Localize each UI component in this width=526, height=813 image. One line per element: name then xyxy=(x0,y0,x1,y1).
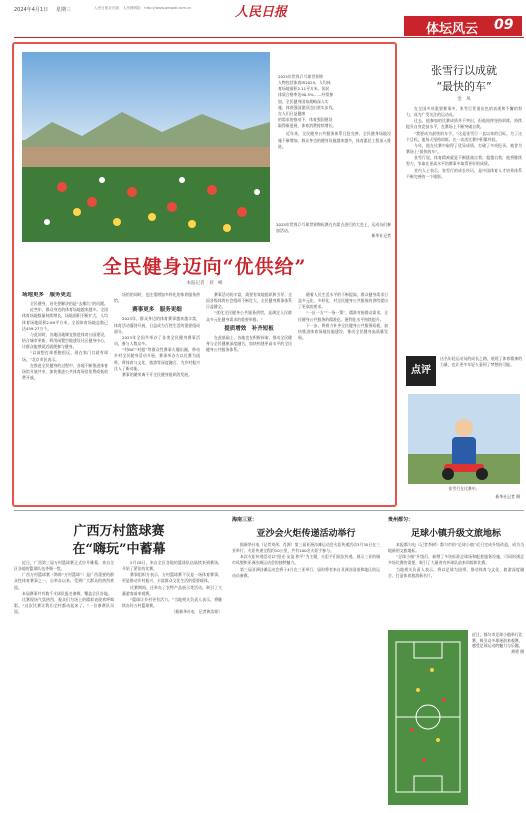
lead-paragraph: 下一步，将着力补齐全民健身公共服务短板，加快推进体育场地设施建设，推动全民健身高质量发展。 xyxy=(298,322,388,341)
lead-paragraph: 赛事的繁荣离不开全民健身组织的发展。 xyxy=(122,371,193,377)
football-title: 足球小镇升级文旅地标 xyxy=(410,529,501,539)
masthead-rule xyxy=(14,37,524,38)
photo-caption-text: 2025年世界乒乓球世界锦标赛在内蒙古进行的大会上，运动员们参加活动。 xyxy=(276,222,391,233)
lead-col-4 xyxy=(298,292,388,502)
lead-paragraph: 近些年，群众身边的体育场地越来越多。全国体育场地数量持续增长，场地面积不断扩大，人均体育场地面积2.89平方米，全国体育场地总数已达459.27万个。 xyxy=(22,307,108,331)
football-paragraph: “足球小镇”升级后，新增了多块标准足球场和配套服务设施，可同时满足多场比赛的需要，吸引了大量省内外球队前来训练和比赛。 xyxy=(388,554,524,566)
right-title-1: 张雪行以成就 xyxy=(431,64,497,77)
right-paragraph: 今年，他在比赛中取得了优异成绩，打破了多项纪录，被誉为赛场上“最快的车”。 xyxy=(406,142,522,155)
newspaper-logo: 人民日报 xyxy=(235,5,288,20)
subhead-events: 赛事更多 服务更细 xyxy=(132,307,182,314)
intro-line: 在人们日益健康 xyxy=(278,110,306,116)
lead-paragraph: 场馆的同时，也注重增加多样化的体育服务供给。 xyxy=(114,292,200,304)
lead-paragraph: “以前想打球要跑很远，现在家门口就有球场。”北京市民表示。 xyxy=(22,350,108,362)
basketball-story xyxy=(14,514,224,809)
torch-source: 海南三亚： xyxy=(232,517,258,523)
lead-headline: 全民健身迈向“优供给” xyxy=(102,256,307,278)
torch-body xyxy=(232,542,380,732)
right-paragraph: “我要成为最快的车手。”这是张雪行一直以来的目标。为了这个目标，他每天坚持训练，在一次次比赛中积累经验。 xyxy=(406,130,522,142)
lead-paragraph: 在推进全民健身的过程中，各地不断推进体育场馆开放共享，加快推进公共体育场馆免费或低收费开放。 xyxy=(22,362,108,381)
football-photo-credit: 黄勇 摄 xyxy=(511,648,524,654)
issue-date: 2024年4月1日 xyxy=(14,7,49,13)
lead-paragraph: “优化全民健身公共服务供给，是满足人民群众多元化健身需求的重要举措。” xyxy=(206,310,292,322)
football-town-story xyxy=(388,514,524,809)
intro-line: 加，全民健身国家战略深入实 xyxy=(278,98,329,104)
right-paragraph: 业内人士表示，张雪行的成长经历，是中国体育人才培养体系不断完善的一个缩影。 xyxy=(406,167,522,179)
intro-line: 取得新进展，体育消费持续增长。 xyxy=(278,123,337,129)
football-source: 贵州都匀： xyxy=(388,517,414,523)
subhead-quality: 提质增效 补齐短板 xyxy=(224,325,274,332)
intro-line: 的需求的推动下，体育强国建设 xyxy=(278,117,333,123)
torch-paragraph: 第三届亚洲沙滩运动会将于4月在三亚举行，届时将有来自亚洲各国家和地区的运动员参赛。 xyxy=(232,566,380,578)
issue-weekday: 星期三 xyxy=(56,7,72,13)
right-body xyxy=(406,106,522,351)
lead-intro xyxy=(278,74,391,214)
basketball-col-2 xyxy=(122,560,222,805)
bottom-divider xyxy=(14,510,524,511)
lead-photo xyxy=(22,52,270,242)
torch-paragraph: 据新华社电（记者刘伟、肖源）第三届亚洲沙滩运动会火炬传递活动3月30日在三亚举行，火炬传递全程约10公里，共有100名火炬手参与。 xyxy=(232,542,380,554)
basketball-paragraph: 赛事组织方表示，万村篮球赛不仅是一场体育赛事，更是推动乡村振兴、丰富群众文化生活的重要载体。 xyxy=(122,572,222,584)
right-byline: 金 凤 xyxy=(457,97,471,102)
right-photo-credit: 新华社记者 摄 xyxy=(495,494,520,499)
torch-paragraph: 本次火炬传递活动以“阳光·友谊·和平”为主题，火炬手们依次传递，展示三亚的城市风貌和亚洲沙滩运动会的独特魅力。 xyxy=(232,554,380,566)
intro-line: 2025年世界乒乓球世界锦 xyxy=(278,74,323,79)
football-photo xyxy=(388,630,468,805)
lead-byline: 本报记者 刘 峰 xyxy=(186,281,223,286)
right-title-2: “最快的车” xyxy=(436,80,492,93)
right-photo xyxy=(408,394,520,484)
lead-paragraph: 2023年，群众身边的体育赛事越来越丰富，体育活动蓬勃开展，日益成为百姓生活的重要组成部分。 xyxy=(114,316,200,334)
basketball-paragraph: “篮球让乡村更有活力。”当地相关负责人表示，将继续办好万村篮球赛。 xyxy=(122,596,222,609)
page-number: 09 xyxy=(494,17,514,33)
football-paragraph: 本报都匀电（记者李树）都匀市的“足球小镇”近日完成升级改造，成为当地新的文旅地标。 xyxy=(388,542,524,554)
commentary-label-text: 点评 xyxy=(411,365,431,376)
lead-paragraph: 与此同时，各地因地制宜推进体育公园建设，结合城市更新，利用闲置空地建设社区健身中心，让群众能够就近就便参与健身。 xyxy=(22,331,108,350)
basketball-paragraph: 广西万村篮球赛（简称“万村篮球”）是广西重要的群众性体育赛事之一，自举办以来，受到广大群众的热烈欢迎。 xyxy=(14,572,114,590)
intro-line: 体质合格率达90.5%……经常参 xyxy=(278,92,334,98)
intro-line: 育场地面积2.11平方米，国民 xyxy=(278,86,330,92)
lead-paragraph: “一区一方”“一场一策”，精准对接群众需求，全民健身公共服务的精准化、便利化水平持续提升。 xyxy=(298,310,388,322)
commentary-text: 这名年轻运动员的成长之路，展现了体育精神的力量，也让更多年轻人看到了梦想的可能。 xyxy=(440,356,522,368)
lead-col-3 xyxy=(206,292,292,502)
commentary-label xyxy=(406,356,436,386)
photo-credit: 新华社记者 xyxy=(371,233,391,239)
lead-col-1 xyxy=(22,292,108,502)
basketball-title-2: 在“嗨玩”中蓄幕 xyxy=(72,542,166,557)
basketball-title-1: 广西万村篮球赛 xyxy=(73,524,165,539)
torch-relay-story xyxy=(232,514,380,809)
lead-paragraph: 在此基础上，各地也在积极探索，推动全民健身与全民健康深度融合，加快构建更高水平的全民健身公共服务体系。 xyxy=(206,334,292,353)
basketball-paragraph: 本届赛事共有数千支球队报名参赛，覆盖全区各地。 xyxy=(22,590,112,596)
right-column-story xyxy=(404,44,524,509)
section-title: 体坛风云 xyxy=(426,22,479,37)
intro-line: 施，体育强国建设迈出坚实步伐。 xyxy=(278,104,337,110)
section-banner xyxy=(404,16,522,36)
basketball-paragraph: 比赛期间，还举办了农特产品展示等活动，吸引了大量游客前来观赛。 xyxy=(122,584,222,596)
intro-line: 人物包括体育IR2025，人均体 xyxy=(278,80,331,86)
intro-paragraph: 近年来，全民健身公共服务体系日趋完善，全民健身场地设施不断增加，群众身边的健身设施越来越多，体育惠民工程深入推进。 xyxy=(278,131,391,149)
right-photo-caption: 张雪行在比赛中。 xyxy=(448,486,480,491)
lead-story[interactable] xyxy=(12,42,397,507)
torch-title: 亚沙会火炬传递活动举行 xyxy=(256,529,356,539)
football-paragraph: 当地相关负责人表示，将以足球为纽带，推动体育与文化、旅游深度融合，打造体育旅游新名片。 xyxy=(388,566,524,578)
basketball-paragraph: 比赛现场气氛热烈，观众们为场上的精彩表现欢呼喝彩。“这次比赛让我们全村都动起来了。”一位参赛队员说。 xyxy=(14,596,114,615)
football-caption-text: 近日，都匀市足球小镇举行比赛，吸引众多球迷前来观赛，感受足球运动的魅力与乐趣。 xyxy=(472,632,523,649)
basketball-paragraph: （据新华社电 记者黄浩铭） xyxy=(171,609,222,615)
right-paragraph: 在全国多项重要赛事中，张雪行凭借出色的表现和不懈的努力，成为广受关注的运动员。 xyxy=(406,106,522,118)
subhead-fields: 场地更多 服务更近 xyxy=(22,292,72,298)
football-photo-caption xyxy=(472,632,524,654)
lead-paragraph: 全民健身，首先要解决的是“去哪儿”的问题。 xyxy=(30,301,108,307)
lead-photo-caption xyxy=(276,222,391,239)
masthead-notes: 人民日报社出版 人民网网址：http://www.people.com.cn xyxy=(94,6,192,10)
basketball-paragraph: 近日，广西第三届万村篮球赛正式拉开帷幕，来自全区各地的篮球队伍齐聚一堂。 xyxy=(14,560,114,572)
lead-paragraph: 随着人民生活水平的不断提高，群众健身需求日益多元化、多样化，对全民健身公共服务的供给提出了更高的要求。 xyxy=(298,292,388,310)
masthead xyxy=(0,0,526,44)
basketball-paragraph: 2月18日，来自全区各地的篮球队伍陆续来到赛场，开始了紧张的比赛。 xyxy=(122,560,222,572)
football-body xyxy=(388,542,524,624)
lead-paragraph: 赛事活动的丰富，需要有效地组织和引导。全国各级体育社会组织不断壮大，全民健身赛事体系日益健全。 xyxy=(206,292,292,310)
lead-paragraph: “村BA”“村超”等群众性赛事火爆出圈，带动乡村全民健身活动开展，赛事举办方以比赛为纽带，将体育与文化、旅游等深度融合，为乡村振兴注入了新动能。 xyxy=(114,347,200,371)
commentary-box xyxy=(406,354,522,390)
stadium-crowd-illustration xyxy=(22,52,270,242)
lead-col-2 xyxy=(114,292,200,502)
racer-illustration xyxy=(408,394,520,484)
right-paragraph: 张雪行说，体育精神就是不断挑战自我、超越自我，他将继续努力，争取在更高水平的赛事中取得更好的成绩。 xyxy=(406,155,522,167)
right-paragraph: 过去，他参加的比赛成绩并不突出，但他始终坚持训练，持续提升自身竞技水平，在赛场上不断突破自我。 xyxy=(406,118,522,130)
basketball-col-1 xyxy=(14,560,114,805)
lead-paragraph: 2023年全国共举办了各类全民健身赛事活动，参与人数众多。 xyxy=(114,334,200,347)
stadium-aerial-illustration xyxy=(388,630,468,805)
